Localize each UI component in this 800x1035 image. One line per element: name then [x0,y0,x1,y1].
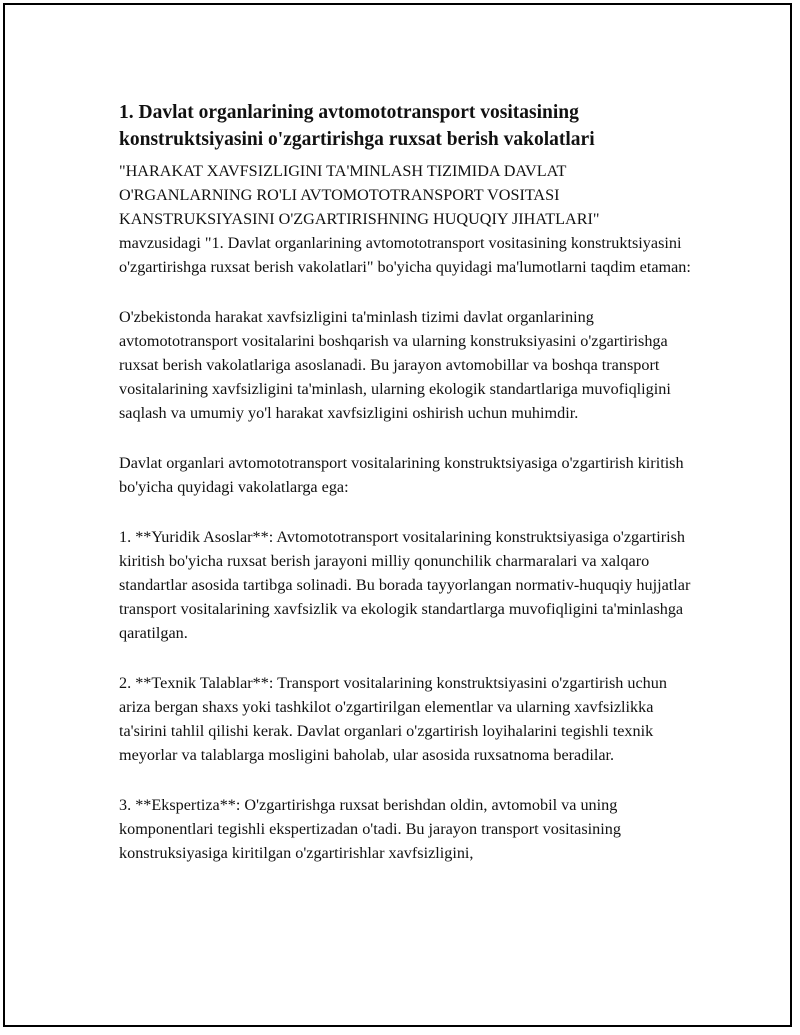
intro-topic-line: "HARAKAT XAVFSIZLIGINI TA'MINLASH TIZIMIDA DAVLAT [119,162,567,180]
document-title: 1. Davlat organlarining avtomototransport vositasining konstruktsiyasini o'zgartirishga ruxsat berish vakolatlari [119,102,595,150]
document-body [119,99,701,891]
body-paragraph: O'zbekistonda harakat xavfsizligini ta'minlash tizimi davlat organlarining avtomototransport vositalarini boshqarish va ularning konstruksiyasini o'zgartirishga ruxsat berish vakolatlariga asoslanadi. Bu jarayon avtomobillar va boshqa transport vositalarining xavfsizligini ta'minlash, ularning ekologik standartlariga muvofiqligini saqlash va umumiy yo'l harakat xavfsizligini oshirish uchun muhimdir. [119,308,671,422]
page-frame [3,3,792,1027]
list-item-expertise: 3. **Ekspertiza**: O'zgartirishga ruxsat berishdan oldin, avtomobil va uning komponentlari tegishli ekspertizadan o'tadi. Bu jarayon transport vositasining konstruksiyasiga kiritilgan o'zgartirishlar xavfsizligini, [119,796,621,862]
intro-rest-text: mavzusidagi "1. Davlat organlarining avtomototransport vositasining konstruktsiyasini o'zgartirishga ruxsat berish vakolatlari" bo'yicha quyidagi ma'lumotlarni taqdim etaman: [119,234,691,276]
intro-topic-line: O'RGANLARNING RO'LI AVTOMOTOTRANSPORT VOSITASI [119,186,560,204]
intro-topic [119,159,701,231]
list-item-technical-requirements: 2. **Texnik Talablar**: Transport vositalarining konstruktsiyasini o'zgartirish uchun ariza bergan shaxs yoki tashkilot o'zgartirilgan elementlar va ularning xavfsizlikka ta'sirini tahlil qilishi kerak. Davlat organlari o'zgartirish loyihalarini tegishli texnik meyorlar va talablarga mosligini baholab, ular asosida ruxsatnoma beradilar. [119,674,667,764]
intro-paragraph [119,159,701,279]
intro-topic-line: KANSTRUKSIYASINI O'ZGARTIRISHNING HUQUQIY JIHATLARI" [119,210,600,228]
list-item-legal-basis: 1. **Yuridik Asoslar**: Avtomototransport vositalarining konstruktsiyasiga o'zgartirish kiritish bo'yicha ruxsat berish jarayoni milliy qonunchilik charmaralari va xalqaro standartlar asosida tartibga solinadi. Bu borada tayyorlangan normativ-huquqiy hujjatlar transport vositalarining xavfsizlik va ekologik standartlarga muvofiqligini ta'minlashga qaratilgan. [119,528,691,642]
body-paragraph: Davlat organlari avtomototransport vositalarining konstruktsiyasiga o'zgartirish kiritish bo'yicha quyidagi vakolatlarga ega: [119,454,684,496]
